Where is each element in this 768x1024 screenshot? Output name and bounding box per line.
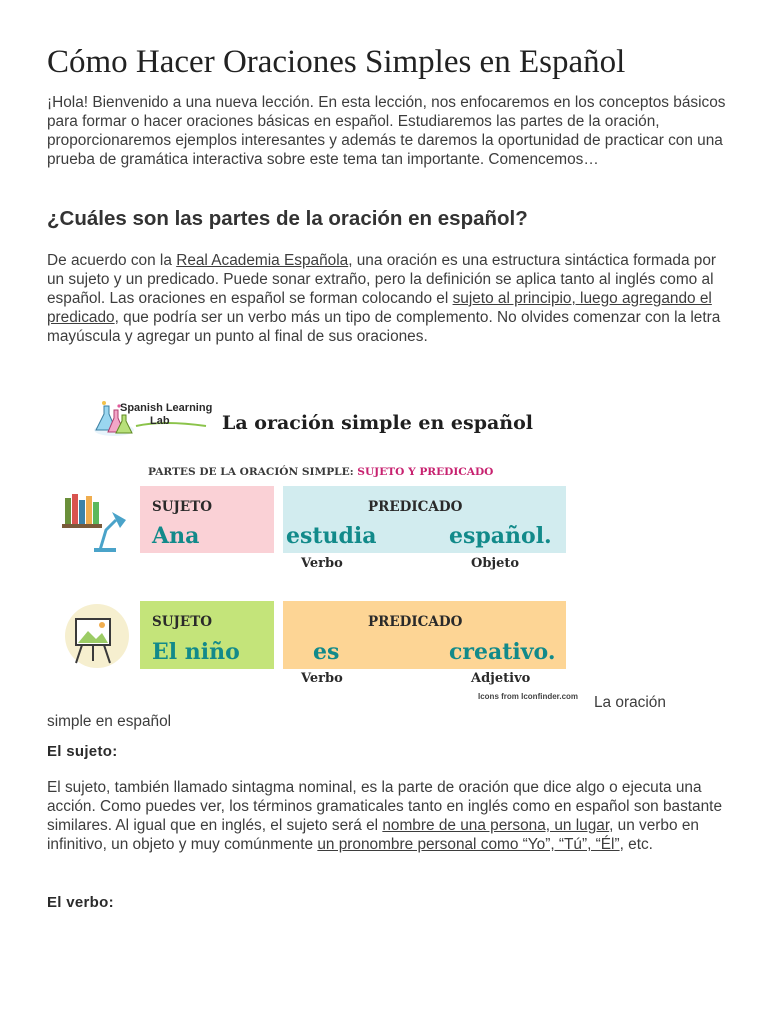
verb-label: El verbo:: [47, 894, 114, 911]
ex1-verb-tag: Verbo: [301, 556, 343, 571]
intro-paragraph: ¡Hola! Bienvenido a una nueva lección. En esta lección, nos enfocaremos en los conceptos básicos para formar o hacer oraciones básicas en español. Estudiaremos las partes de la oración, proporcionaremos ejemplos interesantes y además te daremos la oportunidad de practicar con una prueba de gramática interactiva sobre este tema tan importante. Comencemos…: [47, 94, 726, 168]
personal-pronoun-link[interactable]: un pronombre personal como “Yo”, “Tú”, “Él”: [317, 836, 620, 853]
page-title: Cómo Hacer Oraciones Simples en Español: [47, 44, 626, 80]
person-place-link[interactable]: nombre de una persona, un lugar: [382, 817, 610, 834]
infographic-subtitle: [148, 466, 493, 478]
text: , etc.: [619, 836, 653, 853]
definition-paragraph: [47, 251, 727, 346]
subject-paragraph: [47, 778, 727, 854]
ex2-predicate-box: [283, 601, 566, 669]
rae-link[interactable]: Real Academia Española: [176, 252, 349, 269]
text: , un verbo en infinitivo, un objeto y muy comúnmente: [47, 817, 699, 853]
ex1-subject-word: Ana: [152, 523, 200, 549]
ex2-subject-box: [140, 601, 274, 669]
text: De acuerdo con la: [47, 252, 177, 269]
text: , que podría ser un verbo más un tipo de complemento. No olvides comenzar con la letra mayúscula y agregar un punto al final de sus oraciones.: [47, 309, 721, 345]
infographic-title: La oración simple en español: [222, 412, 533, 434]
subject-first-link[interactable]: sujeto al principio, luego agregando el predicado: [47, 290, 712, 326]
subtitle-accent: SUJETO Y PREDICADO: [357, 466, 494, 478]
ex2-complement-tag: Adjetivo: [471, 671, 531, 686]
logo-line1: Spanish Learning: [120, 402, 213, 414]
ex1-verb-word: estudia: [286, 523, 377, 549]
ex1-complement-tag: Objeto: [471, 556, 520, 571]
text: El sujeto, también llamado sintagma nominal, es la parte de oración que dice algo o ejecuta una acción. Como puedes ver, los términos gramaticales tanto en inglés como en español son bastante similares. Al igual que en inglés, el sujeto será el: [47, 779, 723, 834]
sentence-infographic: [60, 390, 580, 710]
image-caption: La oración: [594, 694, 666, 711]
ex2-verb-word: es: [313, 639, 340, 665]
art-easel-icon: [62, 603, 132, 669]
text: , una oración es una estructura sintáctica formada por un sujeto y un predicado. Puede sonar extraño, pero la definición se aplica tanto al inglés como al español. Las oraciones en español se forman colocando el: [47, 252, 717, 307]
ex2-verb-tag: Verbo: [301, 671, 343, 686]
section-heading: ¿Cuáles son las partes de la oración en español?: [47, 207, 528, 230]
ex1-subject-label: SUJETO: [152, 499, 213, 515]
ex1-subject-box: [140, 486, 274, 553]
subtitle-main: PARTES DE LA ORACIÓN SIMPLE:: [148, 466, 358, 478]
ex2-subject-word: El niño: [152, 639, 240, 665]
subject-label: El sujeto:: [47, 743, 118, 760]
study-desk-icon: [62, 490, 132, 552]
image-caption-continued: simple en español: [47, 713, 172, 730]
ex2-complement-word: creativo.: [449, 639, 556, 665]
ex1-complement-word: español.: [449, 523, 552, 549]
ex1-predicate-box: [283, 486, 566, 553]
ex1-predicate-label: PREDICADO: [368, 499, 463, 515]
icon-credit: Icons from Iconfinder.com: [478, 692, 579, 701]
ex2-subject-label: SUJETO: [152, 614, 213, 630]
logo-line2: Lab: [150, 415, 170, 427]
logo-text: [120, 402, 212, 428]
ex2-predicate-label: PREDICADO: [368, 614, 463, 630]
